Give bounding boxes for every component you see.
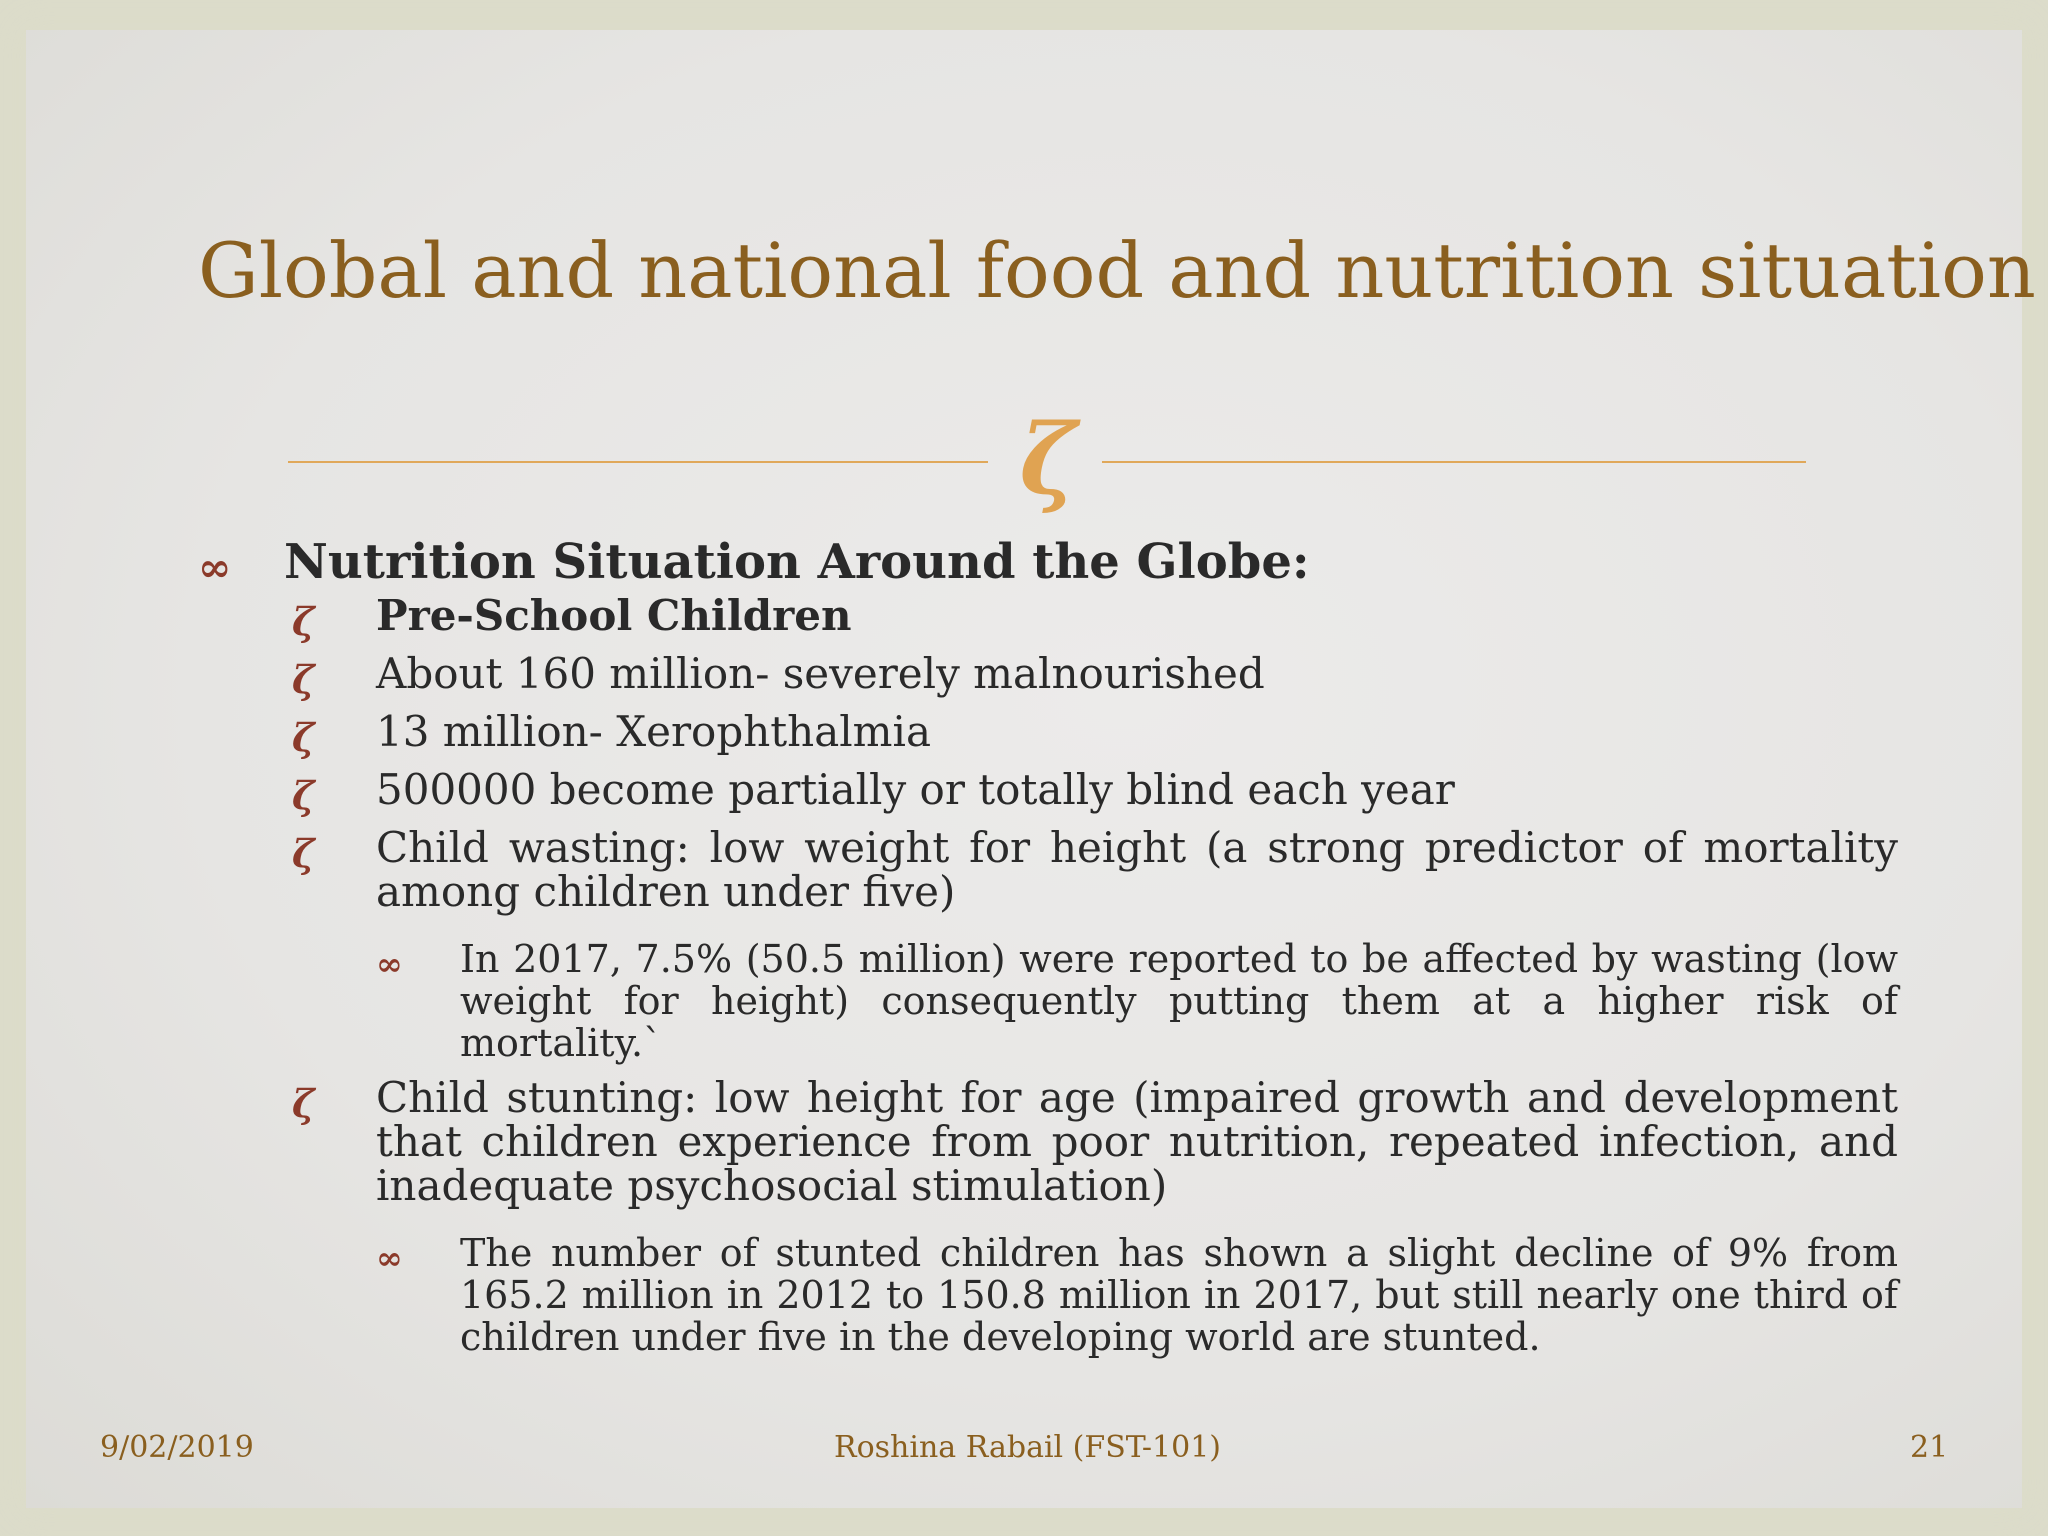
footer-date: 9/02/2019 <box>100 1430 254 1465</box>
slide-title: Global and national food and nutrition situation <box>198 226 2036 315</box>
list-item: Child wasting: low weight for height (a strong predictor of mortality among children under five) <box>376 823 1898 916</box>
list-item: In 2017, 7.5% (50.5 million) were reported to be affected by wasting (low weight for height) consequently putting them at a higher risk of mortality.` <box>460 937 1898 1065</box>
bullet-icon: ζ <box>292 657 315 702</box>
divider-line-left <box>288 461 988 463</box>
list-item: Pre-School Children <box>376 591 852 640</box>
divider-ornament-icon: ζ <box>1019 403 1077 516</box>
list-item: 500000 become partially or totally blind each year <box>376 765 1455 814</box>
slide <box>26 30 2036 1508</box>
list-item: About 160 million- severely malnourished <box>376 649 1265 698</box>
list-item: Child stunting: low height for age (impaired growth and development that children experience from poor nutrition, repeated infection, and inadequate psychosocial stimulation) <box>376 1073 1898 1210</box>
bullet-icon: ∞ <box>198 544 232 591</box>
bullet-icon: ζ <box>292 831 315 876</box>
bullet-icon: ζ <box>292 599 315 644</box>
bullet-icon: ζ <box>292 773 315 818</box>
list-item: 13 million- Xerophthalmia <box>376 707 931 756</box>
bullet-icon: ∞ <box>376 945 403 983</box>
bullet-icon: ∞ <box>376 1239 403 1277</box>
bullet-icon: ζ <box>292 1081 315 1126</box>
divider-line-right <box>1102 461 1806 463</box>
content-heading: Nutrition Situation Around the Globe: <box>284 534 1310 590</box>
list-item: The number of stunted children has shown a slight decline of 9% from 165.2 million in 2012 to 150.8 million in 2017, but still nearly one third of children under five in the developing world are stunted. <box>460 1231 1898 1359</box>
footer-page-number: 21 <box>1910 1430 1949 1465</box>
footer-author: Roshina Rabail (FST-101) <box>834 1430 1221 1465</box>
bullet-icon: ζ <box>292 715 315 760</box>
